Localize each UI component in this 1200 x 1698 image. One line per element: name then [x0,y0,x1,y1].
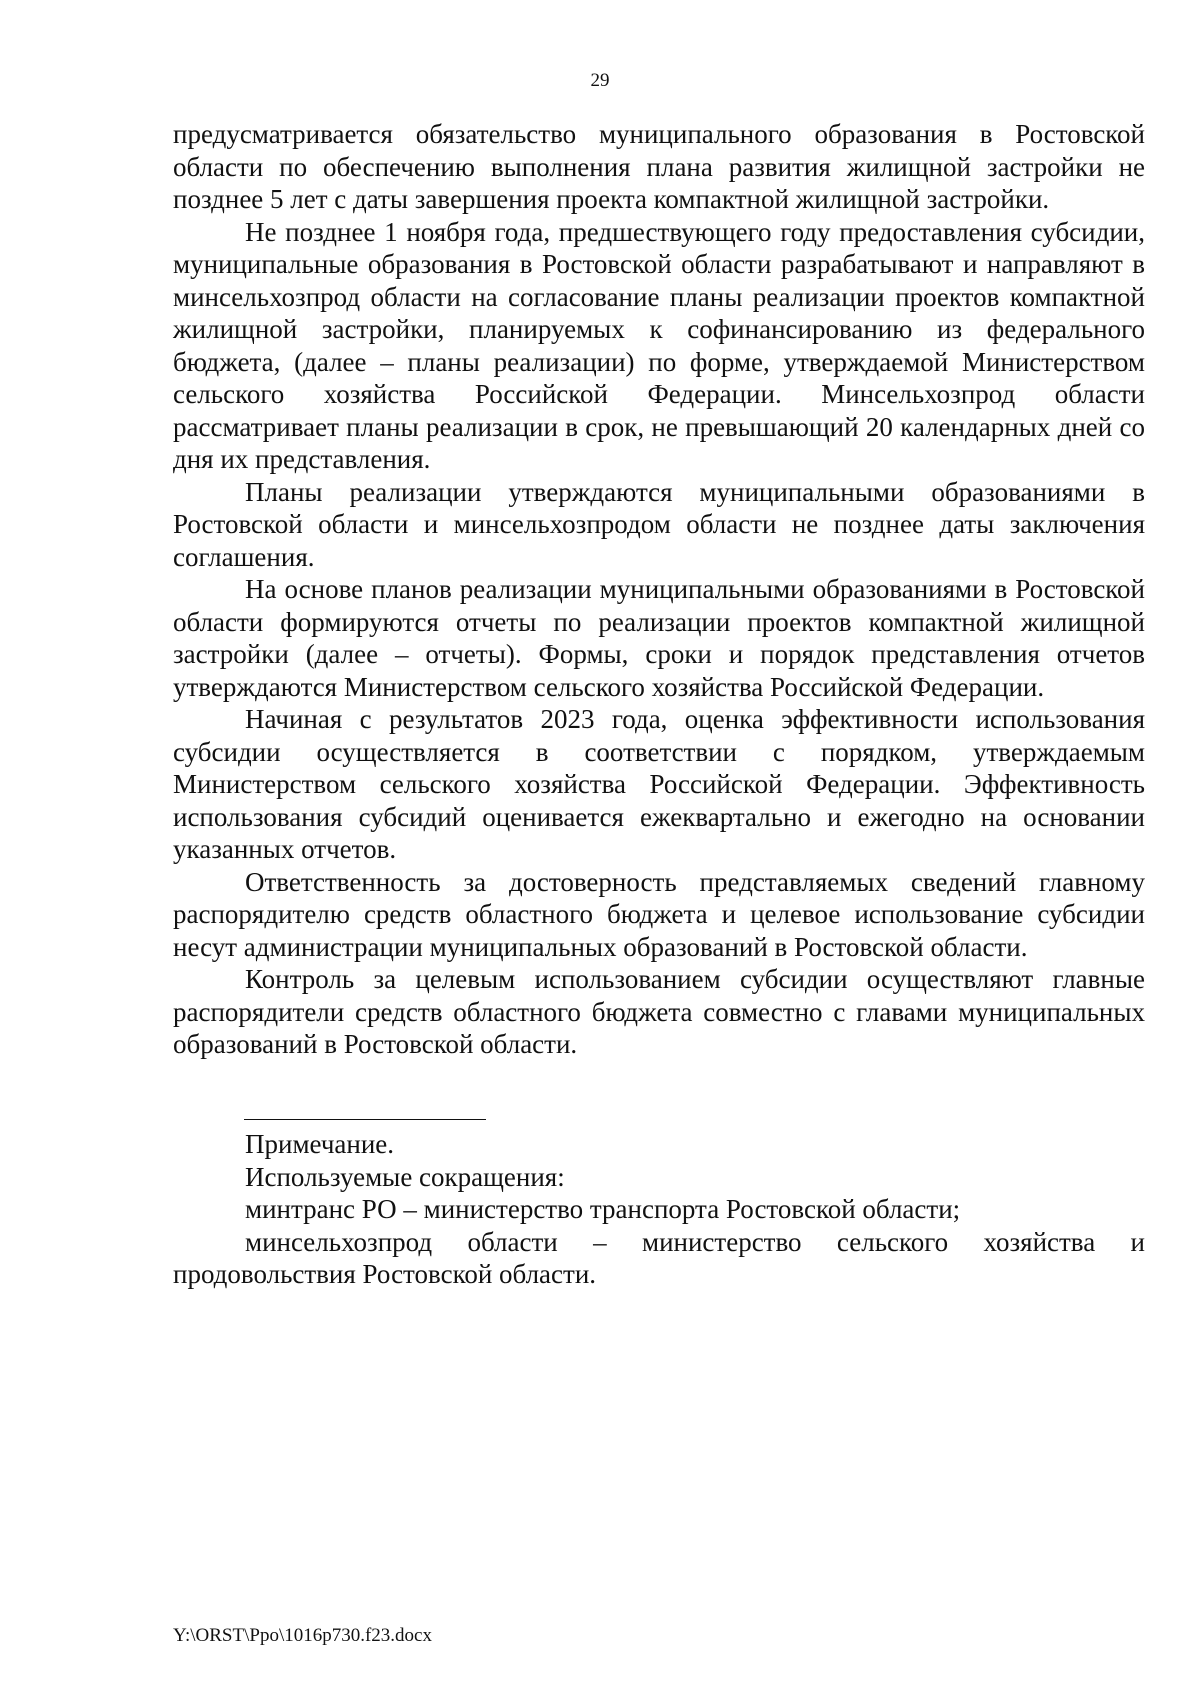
paragraph-reports: На основе планов реализации муниципальными образованиями в Ростовской области формируются отчеты по реализации проектов компактной жилищной застройки (далее – отчеты). Формы, сроки и порядок представления отчетов утверждаются Министерством сельского хозяйства Российской Федерации. [173,574,1145,702]
paragraph-control: Контроль за целевым использованием субсидии осуществляют главные распорядители средств областного бюджета совместно с главами муниципальных образований в Ростовской области. [173,964,1145,1059]
paragraph-responsibility: Ответственность за достоверность представляемых сведений главному распорядителю средств областного бюджета и целевое использование субсидии несут администрации муниципальных образований в Ростовской области. [173,866,1145,962]
paragraph-continuation: предусматривается обязательство муниципального образования в Ростовской области по обеспечению выполнения плана развития жилищной застройки не позднее 5 лет с даты завершения проекта компактной жилищной застройки. [173,119,1145,214]
notes-title: Примечание. [245,1129,395,1159]
paragraph-efficiency-assessment: Начиная с результатов 2023 года, оценка эффективности использования субсидии осуществляется в соответствии с порядком, утверждаемым Министерством сельского хозяйства Российской Федерации. Эффективность использования субсидий оценивается ежеквартально и ежегодно на основании указанных отчетов. [173,704,1145,864]
abbreviation-item: минсельхозпрод области – министерство сельского хозяйства и продовольствия Ростовской области. [173,1226,1145,1289]
footnote-divider [244,1119,486,1120]
notes-section [173,1128,1145,1291]
notes-subtitle: Используемые сокращения: [245,1161,565,1192]
paragraph-plans-approval: Планы реализации утверждаются муниципальными образованиями в Ростовской области и минсельхозпродом области не позднее даты заключения соглашения. [173,476,1145,572]
paragraph-plans-development: Не позднее 1 ноября года, предшествующего году предоставления субсидии, муниципальные образования в Ростовской области разрабатывают и направляют в минсельхозпрод области на согласование планы реализации проектов компактной жилищной застройки, планируемых к софинансированию из федерального бюджета, (далее – планы реализации) по форме, утверждаемой Министерством сельского хозяйства Российской Федерации. Минсельхозпрод области рассматривает планы реализации в срок, не превышающий 20 календарных дней со дня их представления. [173,216,1145,474]
document-body [173,118,1145,1061]
abbreviation-item: минтранс РО – министерство транспорта Ростовской области; [245,1194,961,1224]
file-path-footer: Y:\ORST\Ppo\1016p730.f23.docx [173,1625,432,1646]
page-number: 29 [590,70,610,91]
